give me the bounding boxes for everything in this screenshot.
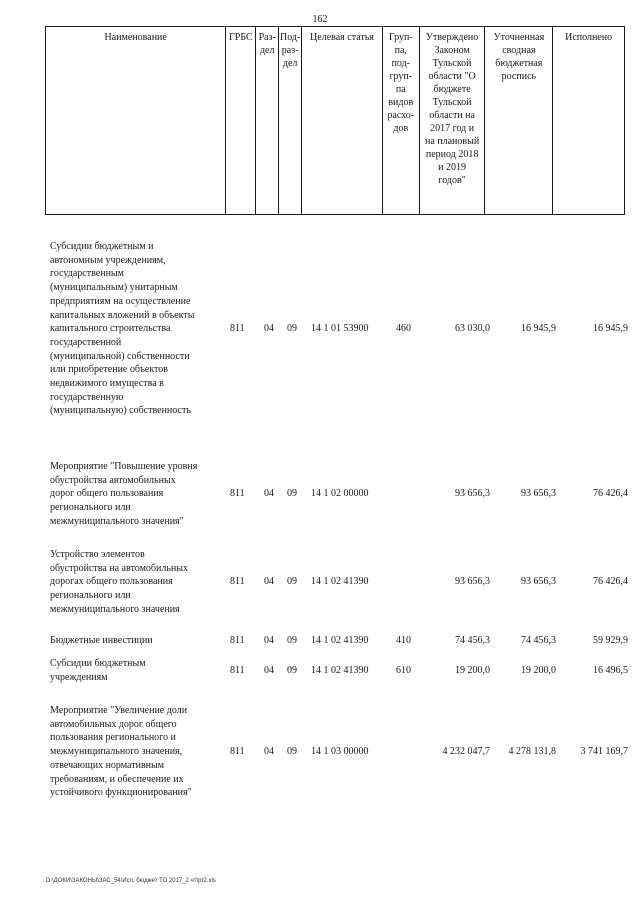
header-celevaya-statya: Целевая статья [302,27,383,214]
row-podrazdel: 09 [287,323,297,334]
row-podrazdel: 09 [287,576,297,587]
row-ispolneno: 3 741 169,7 [580,746,628,757]
header-ispolneno: Исполнено [565,32,613,43]
row-celevaya-statya: 14 1 02 41390 [311,665,369,676]
row-ispolneno: 16 496,5 [593,665,628,676]
header-utverzhdeno: Утверждено Законом Тульской области "О бюджете Тульской области на 2017 год и на плановый период 2018 и 2019 годов" [420,27,486,214]
row-razdel: 04 [264,576,274,587]
row-vid-rashodov: 610 [396,665,411,676]
row-name: Мероприятие "Повышение уровня обустройства автомобильных дорог общего пользования регионального или межмуниципального значения" [50,461,198,527]
row-vid-rashodov: 460 [396,323,411,334]
row-grbs: 811 [230,746,245,757]
row-utverzhdeno: 93 656,3 [455,576,490,587]
row-grbs: 811 [230,488,245,499]
row-razdel: 04 [264,665,274,676]
row-celevaya-statya: 14 1 03 00000 [311,746,369,757]
row-grbs: 811 [230,323,245,334]
row-razdel: 04 [264,488,274,499]
row-grbs: 811 [230,665,245,676]
header-name: Наименование [46,27,226,214]
row-utochnennaya: 19 200,0 [521,665,556,676]
row-ispolneno: 16 945,9 [593,323,628,334]
row-name: Мероприятие "Увеличение доли автомобильных дорог общего пользования регионального и межмуниципального значения, отвечающих нормативным требованиям, и обеспечение их устойчивого функционирования" [50,705,192,799]
row-utochnennaya: 16 945,9 [521,323,556,334]
row-podrazdel: 09 [287,746,297,757]
header-podrazdel: Под- раз- дел [279,27,302,214]
table-header [45,26,625,215]
row-name: Бюджетные инвестиции [50,635,153,646]
header-vid-rashodov: Груп- па, под- груп- па видов расхо- дов [383,27,420,214]
row-celevaya-statya: 14 1 02 00000 [311,488,369,499]
row-razdel: 04 [264,323,274,334]
row-ispolneno: 59 929,9 [593,635,628,646]
file-path-footer: D:\ДОКИ\ЗАКОНЫ\ЗАС_54\Исп. бюджет ТО 2017_2 чт\pr2.xls [46,878,216,884]
page-number: 162 [312,14,328,25]
row-utochnennaya: 93 656,3 [521,488,556,499]
row-grbs: 811 [230,576,245,587]
row-utverzhdeno: 4 232 047,7 [442,746,490,757]
row-razdel: 04 [264,746,274,757]
row-celevaya-statya: 14 1 02 41390 [311,576,369,587]
row-name: Устройство элементов обустройства на автомобильных дорогах общего пользования регионального или межмуниципального значения [50,549,188,615]
row-utochnennaya: 93 656,3 [521,576,556,587]
row-podrazdel: 09 [287,488,297,499]
row-ispolneno: 76 426,4 [593,576,628,587]
row-celevaya-statya: 14 1 01 53900 [311,323,369,334]
header-razdel: Раз- дел [256,27,279,214]
row-utverzhdeno: 93 656,3 [455,488,490,499]
header-utochnennaya: Уточненная сводная бюджетная роспись [485,27,553,214]
row-podrazdel: 09 [287,635,297,646]
row-utochnennaya: 74 456,3 [521,635,556,646]
row-utverzhdeno: 19 200,0 [455,665,490,676]
row-name: Субсидии бюджетным и автономным учреждениям, государственным (муниципальным) унитарным предприятиям на осуществление капитальных вложений в объекты капитального строительства государственной (муниципальной) собственности или приобретение объектов недвижимого имущества в государственную (муниципальную) собственность [50,241,195,417]
row-name: Субсидии бюджетным учреждениям [50,658,146,683]
row-razdel: 04 [264,635,274,646]
row-grbs: 811 [230,635,245,646]
header-grbs: ГРБС [226,27,256,214]
row-utverzhdeno: 74 456,3 [455,635,490,646]
row-utverzhdeno: 63 030,0 [455,323,490,334]
row-utochnennaya: 4 278 131,8 [508,746,556,757]
row-podrazdel: 09 [287,665,297,676]
row-vid-rashodov: 410 [396,635,411,646]
row-ispolneno: 76 426,4 [593,488,628,499]
row-celevaya-statya: 14 1 02 41390 [311,635,369,646]
